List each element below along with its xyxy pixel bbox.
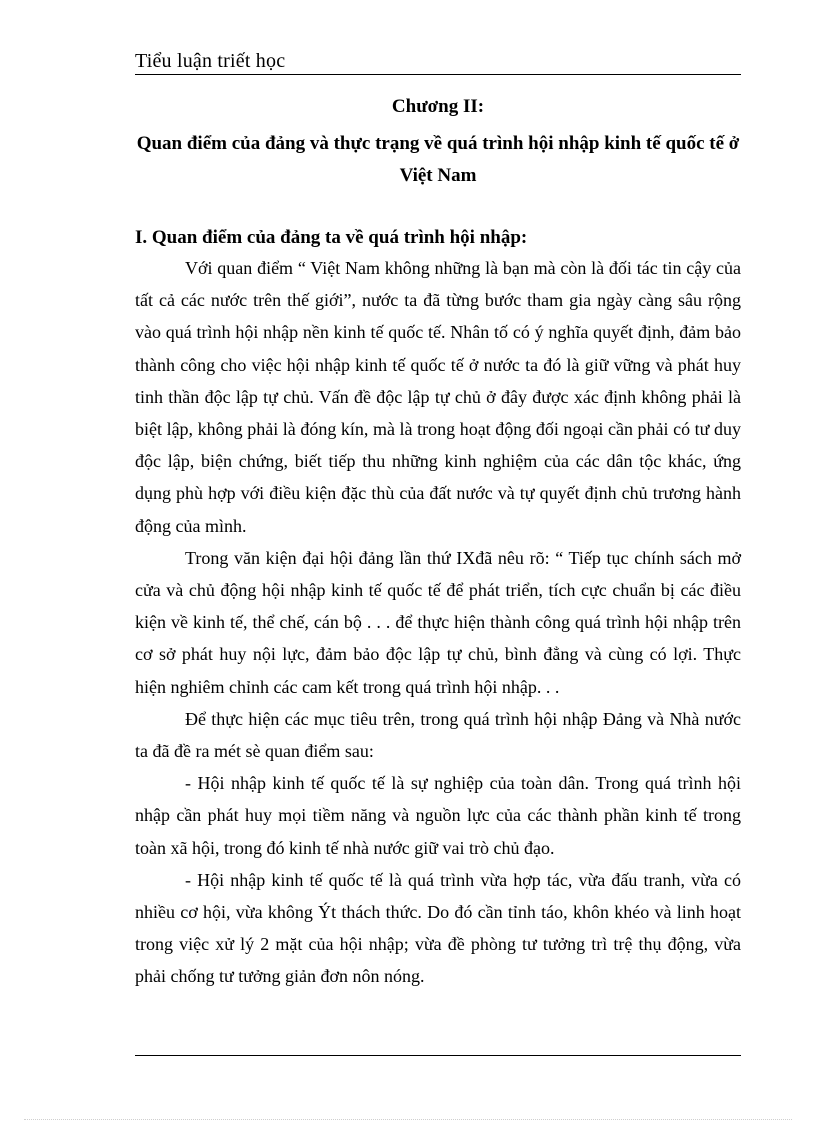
running-header-title: Tiểu luận triết học (135, 50, 286, 72)
paragraph-1: Với quan điểm “ Việt Nam không những là bạn mà còn là đối tác tin cậy của tất cả các nước trên thế giới”, nước ta đã từng bước tham gia ngày càng sâu rộng vào quá trình hội nhập nền kinh tế quốc tế. Nhân tố có ý nghĩa quyết định, đảm bảo thành công cho việc hội nhập kinh tế quốc tế ở nước ta đó là giữ vững và phát huy tinh thần độc lập tự chủ. Vấn đề độc lập tự chủ ở đây được xác định không phải là biệt lập, không phải là đóng kín, mà là trong hoạt động đối ngoại cần phải có tư duy độc lập, biện chứng, biết tiếp thu những kinh nghiệm của các dân tộc khác, ứng dụng phù hợp với điều kiện đặc thù của đất nước và tự quyết định chủ trương hành động của mình. (135, 258, 741, 536)
chapter-label: Chương II: (391, 96, 485, 117)
section-heading: I. Quan điểm của đảng ta về quá trình hội nhập: (135, 227, 528, 248)
paragraph-5: - Hội nhập kinh tế quốc tế là quá trình vừa hợp tác, vừa đấu tranh, vừa có nhiều cơ hội, vừa không Ýt thách thức. Do đó cần tỉnh táo, khôn khéo và linh hoạt trong việc xử lý 2 mặt của hội nhập; vừa đề phòng tư tưởng trì trệ thụ động, vừa phải chống tư tưởng giản đơn nôn nóng. (135, 869, 741, 987)
paragraph-4: - Hội nhập kinh tế quốc tế là sự nghiệp của toàn dân. Trong quá trình hội nhập cần phát huy mọi tiềm năng và nguồn lực của các thành phần kinh tế trong toàn xã hội, trong đó kinh tế nhà nước giữ vai trò chủ đạo. (135, 773, 741, 858)
header-rule (135, 74, 741, 75)
section-body (135, 252, 741, 993)
chapter-title: Quan điểm của đảng và thực trạng về quá trình hội nhập kinh tế quốc tế ở Việt Nam (136, 133, 740, 186)
footer-rule (135, 1055, 741, 1056)
page-edge-divider (24, 1119, 792, 1120)
paragraph-2: Trong văn kiện đại hội đảng lần thứ IXđã nêu rõ: “ Tiếp tục chính sách mở cửa và chủ động hội nhập kinh tế quốc tế để phát triển, tích cực chuẩn bị các điều kiện về kinh tế, thể chế, cán bộ . . . để thực hiện thành công quá trình hội nhập trên cơ sở phát huy nội lực, đảm bảo độc lập tự chủ, bình đẳng và cùng có lợi. Thực hiện nghiêm chỉnh các cam kết trong quá trình hội nhập. . . (135, 547, 741, 697)
paragraph-3: Để thực hiện các mục tiêu trên, trong quá trình hội nhập Đảng và Nhà nước ta đã đề ra mét sè quan điểm sau: (135, 708, 741, 762)
